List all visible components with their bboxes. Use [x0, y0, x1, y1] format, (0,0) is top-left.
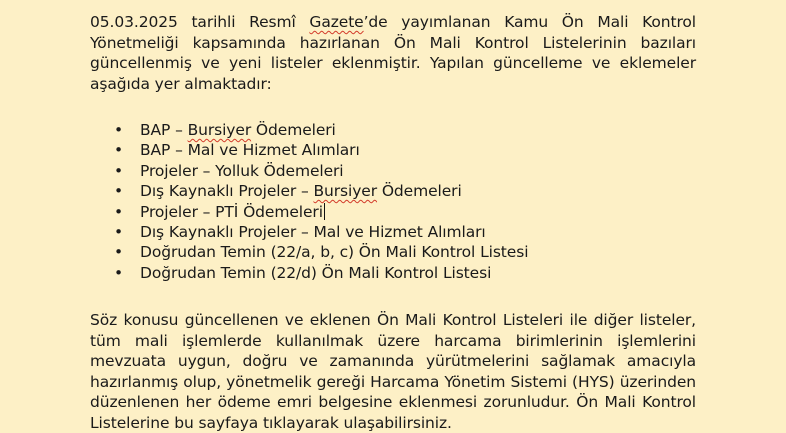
- list-item-text-suffix: Ödemeleri: [251, 121, 336, 139]
- spellcheck-flagged-word: Gazete: [309, 13, 364, 31]
- text-cursor: [324, 203, 325, 220]
- list-item-text: Dış Kaynaklı Projeler – Mal ve Hizmet Alımları: [140, 223, 486, 242]
- list-item-text: Doğrudan Temin (22/d) Ön Mali Kontrol Listesi: [140, 263, 492, 282]
- bullet-icon: •: [114, 263, 124, 282]
- list-item-text: Projeler – Yolluk Ödemeleri: [140, 161, 344, 180]
- bullet-icon: •: [114, 202, 124, 221]
- list-item-text: Doğrudan Temin (22/a, b, c) Ön Mali Kontrol Listesi: [140, 243, 529, 262]
- list-item-text: Dış Kaynaklı Projeler –: [140, 182, 314, 201]
- spellcheck-flagged-word: Bursiyer: [187, 121, 252, 139]
- intro-paragraph: [90, 12, 696, 94]
- bullet-icon: •: [114, 141, 124, 160]
- list-item: [90, 222, 696, 242]
- list-item-text: BAP –: [140, 121, 188, 139]
- bullet-icon: •: [114, 223, 124, 242]
- list-item: [90, 242, 696, 262]
- bullet-icon: •: [114, 161, 124, 180]
- list-item[interactable]: [90, 202, 696, 222]
- updated-lists: [90, 120, 696, 283]
- list-item-text[interactable]: Projeler – PTİ Ödemeleri: [140, 202, 323, 221]
- intro-text-start: 05.03.2025 tarihli Resmî: [90, 13, 310, 31]
- list-item: [90, 181, 696, 201]
- intro-text-rest: ’de yayımlanan Kamu Ön Mali Kontrol Yönetmeliği kapsamında hazırlanan Ön Mali Kontrol Listelerinin bazıları güncellenmiş ve yeni listeler eklenmiştir. Yapılan güncelleme ve eklemeler aşağıda yer almaktadır:: [90, 13, 696, 93]
- spellcheck-flagged-word: Bursiyer: [313, 182, 377, 201]
- list-item: [90, 120, 696, 140]
- list-item-text: BAP – Mal ve Hizmet Alımları: [140, 141, 360, 160]
- bullet-icon: •: [114, 182, 124, 201]
- list-item: [90, 263, 696, 283]
- bullet-icon: •: [114, 121, 124, 139]
- closing-paragraph: Söz konusu güncellenen ve eklenen Ön Mali Kontrol Listeleri ile diğer listeler, tüm mali işlemlerde kullanılmak üzere harcama birimlerinin işlemlerini mevzuata uygun, doğru ve zamanında yürütmelerini sağlamak amacıyla hazırlanmış olup, yönetmelik gereği Harcama Yönetim Sistemi (HYS) üzerinden düzenlenen her ödeme emri belgesine eklenmesi zorunludur. Ön Mali Kontrol Listelerine bu sayfaya tıklayarak ulaşabilirsiniz.: [90, 311, 696, 432]
- list-item: [90, 161, 696, 181]
- bullet-icon: •: [114, 243, 124, 262]
- list-item-text-suffix: Ödemeleri: [377, 182, 462, 201]
- list-item: [90, 140, 696, 160]
